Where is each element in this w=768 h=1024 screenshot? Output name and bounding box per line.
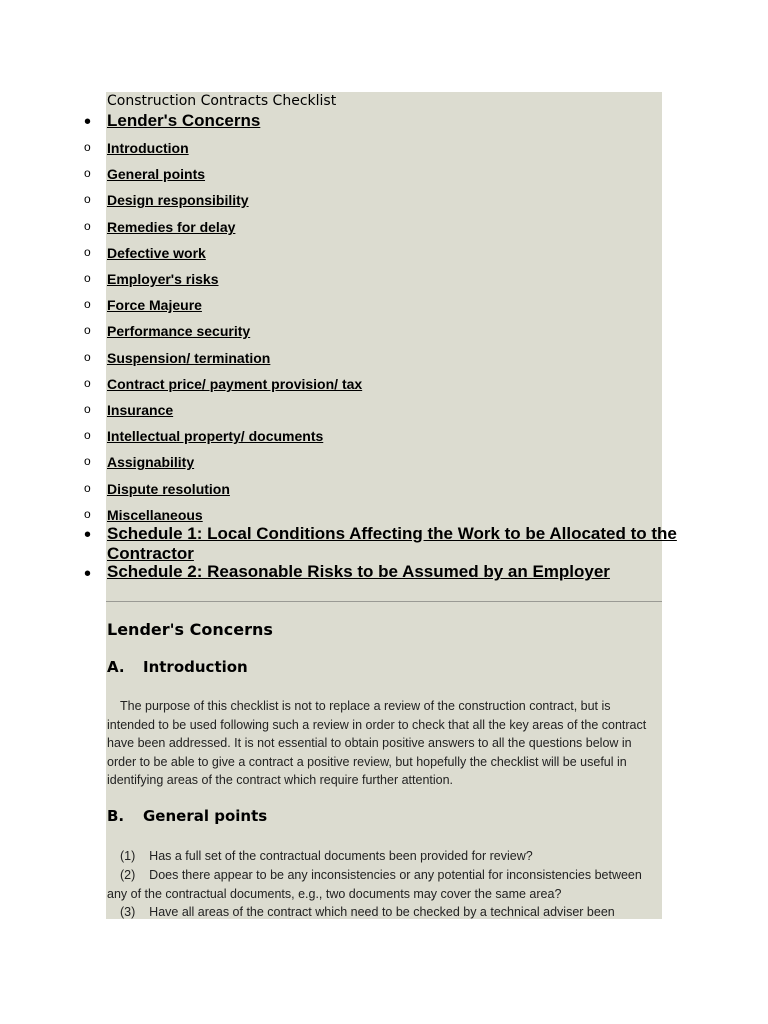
section-heading-lenders-concerns: Lender's Concerns — [107, 620, 273, 639]
intro-paragraph: The purpose of this checklist is not to replace a review of the construction contract, but is intended to be used following such a review in order to check that all the key areas of the contract have been addressed. It is not essential to obtain positive answers to all the questions below in order to be able to give a contract a positive review, but hopefully the checklist will be useful in identifying areas of the contract which require further attention. — [107, 699, 647, 787]
toc-sub-link[interactable]: Remedies for delay — [107, 219, 236, 235]
divider — [106, 601, 662, 602]
circle-bullet-icon: o — [84, 140, 91, 154]
bullet-icon: • — [84, 111, 92, 133]
toc-sub-link[interactable]: Miscellaneous — [107, 507, 203, 523]
toc-sub-link[interactable]: Force Majeure — [107, 297, 202, 313]
toc-sub-link[interactable]: Intellectual property/ documents — [107, 428, 324, 444]
schedule-1-line-1: Schedule 1: Local Conditions Affecting the Work to be Allocated to the — [107, 524, 677, 543]
toc-link-lenders-concerns[interactable]: Lender's Concerns — [107, 111, 261, 130]
section-b-number: B. — [107, 807, 125, 825]
circle-bullet-icon: o — [84, 166, 91, 180]
question-1: (1) Has a full set of the contractual documents been provided for review? — [120, 849, 533, 863]
circle-bullet-icon: o — [84, 481, 91, 495]
section-a-heading — [107, 658, 248, 676]
bullet-icon: • — [84, 563, 92, 585]
circle-bullet-icon: o — [84, 350, 91, 364]
toc-link-schedule-2[interactable]: Schedule 2: Reasonable Risks to be Assumed by an Employer — [107, 562, 610, 581]
toc-sub-link[interactable]: Assignability — [107, 454, 195, 470]
toc-sub-link[interactable]: Dispute resolution — [107, 481, 230, 497]
toc-sub-link[interactable]: Insurance — [107, 402, 174, 418]
circle-bullet-icon: o — [84, 297, 91, 311]
section-b-title: General points — [143, 807, 268, 825]
circle-bullet-icon: o — [84, 271, 91, 285]
bullet-icon: • — [84, 524, 92, 546]
circle-bullet-icon: o — [84, 245, 91, 259]
toc-sub-link[interactable]: Employer's risks — [107, 271, 219, 287]
toc-sub-link[interactable]: Suspension/ termination — [107, 350, 271, 366]
circle-bullet-icon: o — [84, 376, 91, 390]
schedule-1-line-2: Contractor — [107, 544, 194, 563]
section-a-title: Introduction — [143, 658, 248, 676]
section-a-number: A. — [107, 658, 125, 676]
toc-sub-link[interactable]: General points — [107, 166, 206, 182]
circle-bullet-icon: o — [84, 192, 91, 206]
circle-bullet-icon: o — [84, 454, 91, 468]
question-3: (3) Have all areas of the contract which need to be checked by a technical adviser been — [120, 905, 615, 919]
circle-bullet-icon: o — [84, 323, 91, 337]
question-2: (2) Does there appear to be any inconsistencies or any potential for inconsistencies between any of the contractual documents, e.g., two documents may cover the same area? — [107, 868, 646, 901]
toc-sub-link[interactable]: Defective work — [107, 245, 206, 261]
document-title: Construction Contracts Checklist — [107, 93, 337, 109]
circle-bullet-icon: o — [84, 219, 91, 233]
toc-sub-link[interactable]: Design responsibility — [107, 192, 249, 208]
toc-sub-link[interactable]: Performance security — [107, 323, 251, 339]
circle-bullet-icon: o — [84, 428, 91, 442]
toc-sub-link[interactable]: Introduction — [107, 140, 189, 156]
circle-bullet-icon: o — [84, 507, 91, 521]
toc-sub-link[interactable]: Contract price/ payment provision/ tax — [107, 376, 363, 392]
toc-link-schedule-1[interactable] — [107, 524, 677, 564]
section-b-heading — [107, 807, 267, 825]
circle-bullet-icon: o — [84, 402, 91, 416]
